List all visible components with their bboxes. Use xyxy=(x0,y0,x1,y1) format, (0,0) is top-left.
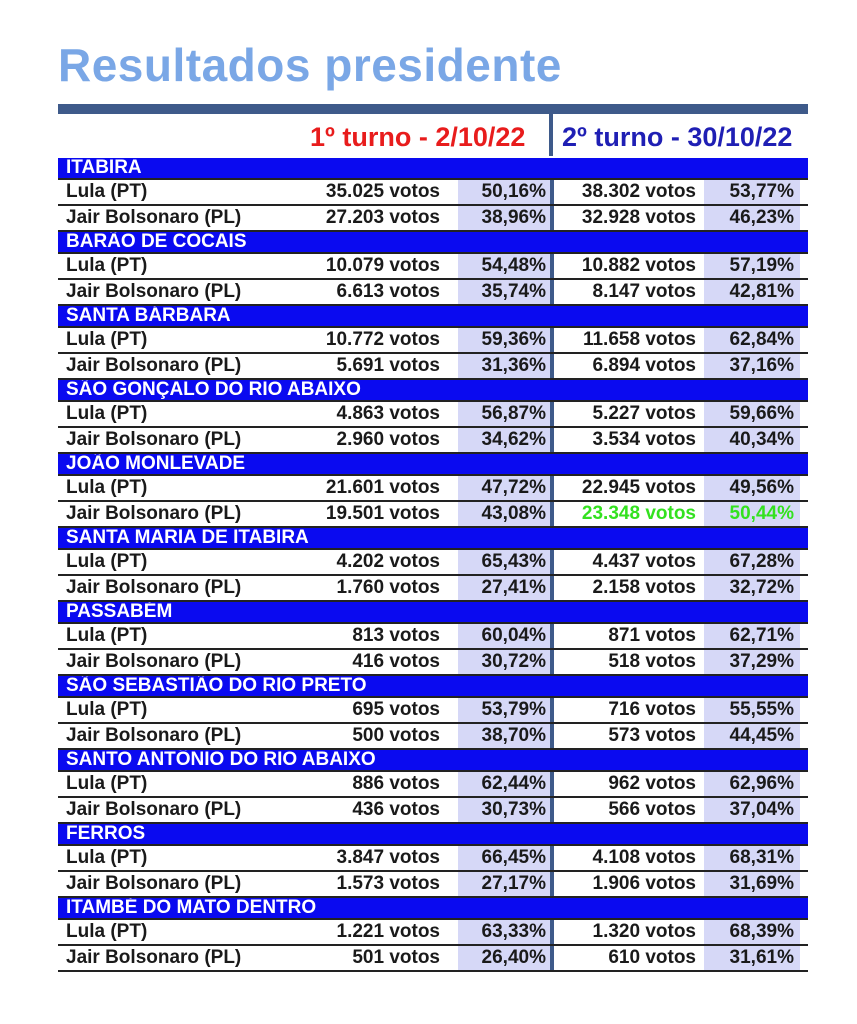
table-row xyxy=(58,402,808,428)
second-round-percent: 59,66% xyxy=(704,402,800,426)
first-round-percent: 38,96% xyxy=(458,206,550,230)
second-round-votes: 962 votos xyxy=(608,773,696,794)
first-round-votes: 19.501 votos xyxy=(325,503,440,524)
first-round-votes: 6.613 votos xyxy=(336,281,440,302)
second-round-percent: 68,31% xyxy=(704,846,800,870)
first-round-percent: 59,36% xyxy=(458,328,550,352)
second-round-percent: 67,28% xyxy=(704,550,800,574)
table-row xyxy=(58,428,808,454)
candidate-name: Jair Bolsonaro (PL) xyxy=(66,429,242,450)
city-header: SANTO ANTÔNIO DO RIO ABAIXO xyxy=(58,750,808,772)
second-round-percent: 57,19% xyxy=(704,254,800,278)
table-row xyxy=(58,280,808,306)
candidate-name: Lula (PT) xyxy=(66,773,148,794)
first-round-percent: 27,17% xyxy=(458,872,550,896)
first-round-percent: 34,62% xyxy=(458,428,550,452)
first-round-percent: 31,36% xyxy=(458,354,550,378)
second-round-heading: 2º turno - 30/10/22 xyxy=(562,122,793,152)
page-title: Resultados presidente xyxy=(58,39,562,91)
second-round-votes: 4.108 votos xyxy=(592,847,696,868)
candidate-name: Lula (PT) xyxy=(66,255,148,276)
second-round-percent: 31,69% xyxy=(704,872,800,896)
first-round-votes: 5.691 votos xyxy=(336,355,440,376)
second-round-percent: 37,04% xyxy=(704,798,800,822)
first-round-votes: 27.203 votos xyxy=(325,207,440,228)
candidate-name: Lula (PT) xyxy=(66,921,148,942)
table-row xyxy=(58,846,808,872)
candidate-name: Jair Bolsonaro (PL) xyxy=(66,577,242,598)
second-round-percent: 49,56% xyxy=(704,476,800,500)
candidate-name: Jair Bolsonaro (PL) xyxy=(66,207,242,228)
round-column-divider xyxy=(549,114,553,156)
first-round-percent: 53,79% xyxy=(458,698,550,722)
first-round-votes: 1.573 votos xyxy=(336,873,440,894)
table-row xyxy=(58,328,808,354)
candidate-name: Lula (PT) xyxy=(66,699,148,720)
table-row xyxy=(58,872,808,898)
table-row xyxy=(58,550,808,576)
first-round-percent: 66,45% xyxy=(458,846,550,870)
city-header: SÃO GONÇALO DO RIO ABAIXO xyxy=(58,380,808,402)
city-header: BARÃO DE COCAIS xyxy=(58,232,808,254)
candidate-name: Lula (PT) xyxy=(66,181,148,202)
first-round-votes: 500 votos xyxy=(352,725,440,746)
table-row xyxy=(58,502,808,528)
second-round-percent: 55,55% xyxy=(704,698,800,722)
first-round-percent: 60,04% xyxy=(458,624,550,648)
first-round-percent: 43,08% xyxy=(458,502,550,526)
table-row xyxy=(58,180,808,206)
first-round-heading: 1º turno - 2/10/22 xyxy=(310,122,526,152)
first-round-percent: 30,73% xyxy=(458,798,550,822)
first-round-votes: 3.847 votos xyxy=(336,847,440,868)
first-round-percent: 56,87% xyxy=(458,402,550,426)
second-round-percent: 50,44% xyxy=(704,502,800,526)
table-row xyxy=(58,920,808,946)
city-header: FERROS xyxy=(58,824,808,846)
first-round-percent: 54,48% xyxy=(458,254,550,278)
first-round-votes: 10.079 votos xyxy=(325,255,440,276)
second-round-votes: 3.534 votos xyxy=(592,429,696,450)
second-round-votes: 871 votos xyxy=(608,625,696,646)
first-round-percent: 50,16% xyxy=(458,180,550,204)
second-round-votes: 8.147 votos xyxy=(592,281,696,302)
candidate-name: Jair Bolsonaro (PL) xyxy=(66,947,242,968)
second-round-votes: 5.227 votos xyxy=(592,403,696,424)
candidate-name: Lula (PT) xyxy=(66,329,148,350)
first-round-votes: 1.760 votos xyxy=(336,577,440,598)
first-round-percent: 62,44% xyxy=(458,772,550,796)
second-round-votes: 1.320 votos xyxy=(592,921,696,942)
second-round-votes: 4.437 votos xyxy=(592,551,696,572)
first-round-votes: 695 votos xyxy=(352,699,440,720)
candidate-name: Jair Bolsonaro (PL) xyxy=(66,503,242,524)
second-round-percent: 40,34% xyxy=(704,428,800,452)
second-round-votes: 23.348 votos xyxy=(581,503,696,524)
second-round-percent: 31,61% xyxy=(704,946,800,970)
city-header: SANTA MARIA DE ITABIRA xyxy=(58,528,808,550)
table-row xyxy=(58,476,808,502)
first-round-votes: 10.772 votos xyxy=(325,329,440,350)
first-round-votes: 436 votos xyxy=(352,799,440,820)
first-round-votes: 21.601 votos xyxy=(325,477,440,498)
first-round-votes: 35.025 votos xyxy=(325,181,440,202)
results-table xyxy=(58,158,808,972)
first-round-votes: 416 votos xyxy=(352,651,440,672)
candidate-name: Jair Bolsonaro (PL) xyxy=(66,651,242,672)
second-round-votes: 11.658 votos xyxy=(582,329,696,350)
first-round-votes: 813 votos xyxy=(352,625,440,646)
first-round-votes: 501 votos xyxy=(352,947,440,968)
table-row xyxy=(58,576,808,602)
second-round-votes: 566 votos xyxy=(608,799,696,820)
second-round-percent: 46,23% xyxy=(704,206,800,230)
second-round-votes: 518 votos xyxy=(608,651,696,672)
city-header: JOÃO MONLEVADE xyxy=(58,454,808,476)
candidate-name: Lula (PT) xyxy=(66,625,148,646)
first-round-votes: 2.960 votos xyxy=(336,429,440,450)
second-round-votes: 573 votos xyxy=(608,725,696,746)
city-header: SANTA BÁRBARA xyxy=(58,306,808,328)
first-round-votes: 4.863 votos xyxy=(336,403,440,424)
candidate-name: Jair Bolsonaro (PL) xyxy=(66,873,242,894)
second-round-percent: 42,81% xyxy=(704,280,800,304)
first-round-votes: 886 votos xyxy=(352,773,440,794)
candidate-name: Lula (PT) xyxy=(66,551,148,572)
second-round-votes: 10.882 votos xyxy=(581,255,696,276)
second-round-percent: 44,45% xyxy=(704,724,800,748)
second-round-percent: 62,96% xyxy=(704,772,800,796)
second-round-percent: 68,39% xyxy=(704,920,800,944)
candidate-name: Lula (PT) xyxy=(66,477,148,498)
second-round-votes: 38.302 votos xyxy=(581,181,696,202)
second-round-votes: 32.928 votos xyxy=(581,207,696,228)
second-round-percent: 37,29% xyxy=(704,650,800,674)
second-round-votes: 22.945 votos xyxy=(581,477,696,498)
candidate-name: Lula (PT) xyxy=(66,847,148,868)
second-round-votes: 6.894 votos xyxy=(592,355,696,376)
second-round-votes: 1.906 votos xyxy=(592,873,696,894)
first-round-percent: 27,41% xyxy=(458,576,550,600)
first-round-percent: 47,72% xyxy=(458,476,550,500)
second-round-percent: 62,84% xyxy=(704,328,800,352)
second-round-votes: 716 votos xyxy=(608,699,696,720)
first-round-percent: 30,72% xyxy=(458,650,550,674)
second-round-votes: 610 votos xyxy=(608,947,696,968)
candidate-name: Jair Bolsonaro (PL) xyxy=(66,725,242,746)
second-round-percent: 32,72% xyxy=(704,576,800,600)
city-header: PASSABÉM xyxy=(58,602,808,624)
first-round-percent: 38,70% xyxy=(458,724,550,748)
second-round-votes: 2.158 votos xyxy=(592,577,696,598)
table-row xyxy=(58,354,808,380)
second-round-percent: 53,77% xyxy=(704,180,800,204)
city-header: SÃO SEBASTIÃO DO RIO PRETO xyxy=(58,676,808,698)
second-round-percent: 37,16% xyxy=(704,354,800,378)
first-round-percent: 35,74% xyxy=(458,280,550,304)
header-divider-bar xyxy=(58,104,808,114)
table-row xyxy=(58,254,808,280)
second-round-percent: 62,71% xyxy=(704,624,800,648)
table-row xyxy=(58,206,808,232)
table-row xyxy=(58,650,808,676)
table-row xyxy=(58,698,808,724)
candidate-name: Jair Bolsonaro (PL) xyxy=(66,281,242,302)
candidate-name: Lula (PT) xyxy=(66,403,148,424)
table-row xyxy=(58,798,808,824)
first-round-percent: 63,33% xyxy=(458,920,550,944)
table-row xyxy=(58,624,808,650)
candidate-name: Jair Bolsonaro (PL) xyxy=(66,799,242,820)
table-row xyxy=(58,724,808,750)
table-row xyxy=(58,772,808,798)
city-header: ITABIRA xyxy=(58,158,808,180)
candidate-name: Jair Bolsonaro (PL) xyxy=(66,355,242,376)
first-round-percent: 26,40% xyxy=(458,946,550,970)
table-row xyxy=(58,946,808,972)
first-round-votes: 4.202 votos xyxy=(336,551,440,572)
city-header: ITAMBÉ DO MATO DENTRO xyxy=(58,898,808,920)
first-round-votes: 1.221 votos xyxy=(336,921,440,942)
first-round-percent: 65,43% xyxy=(458,550,550,574)
